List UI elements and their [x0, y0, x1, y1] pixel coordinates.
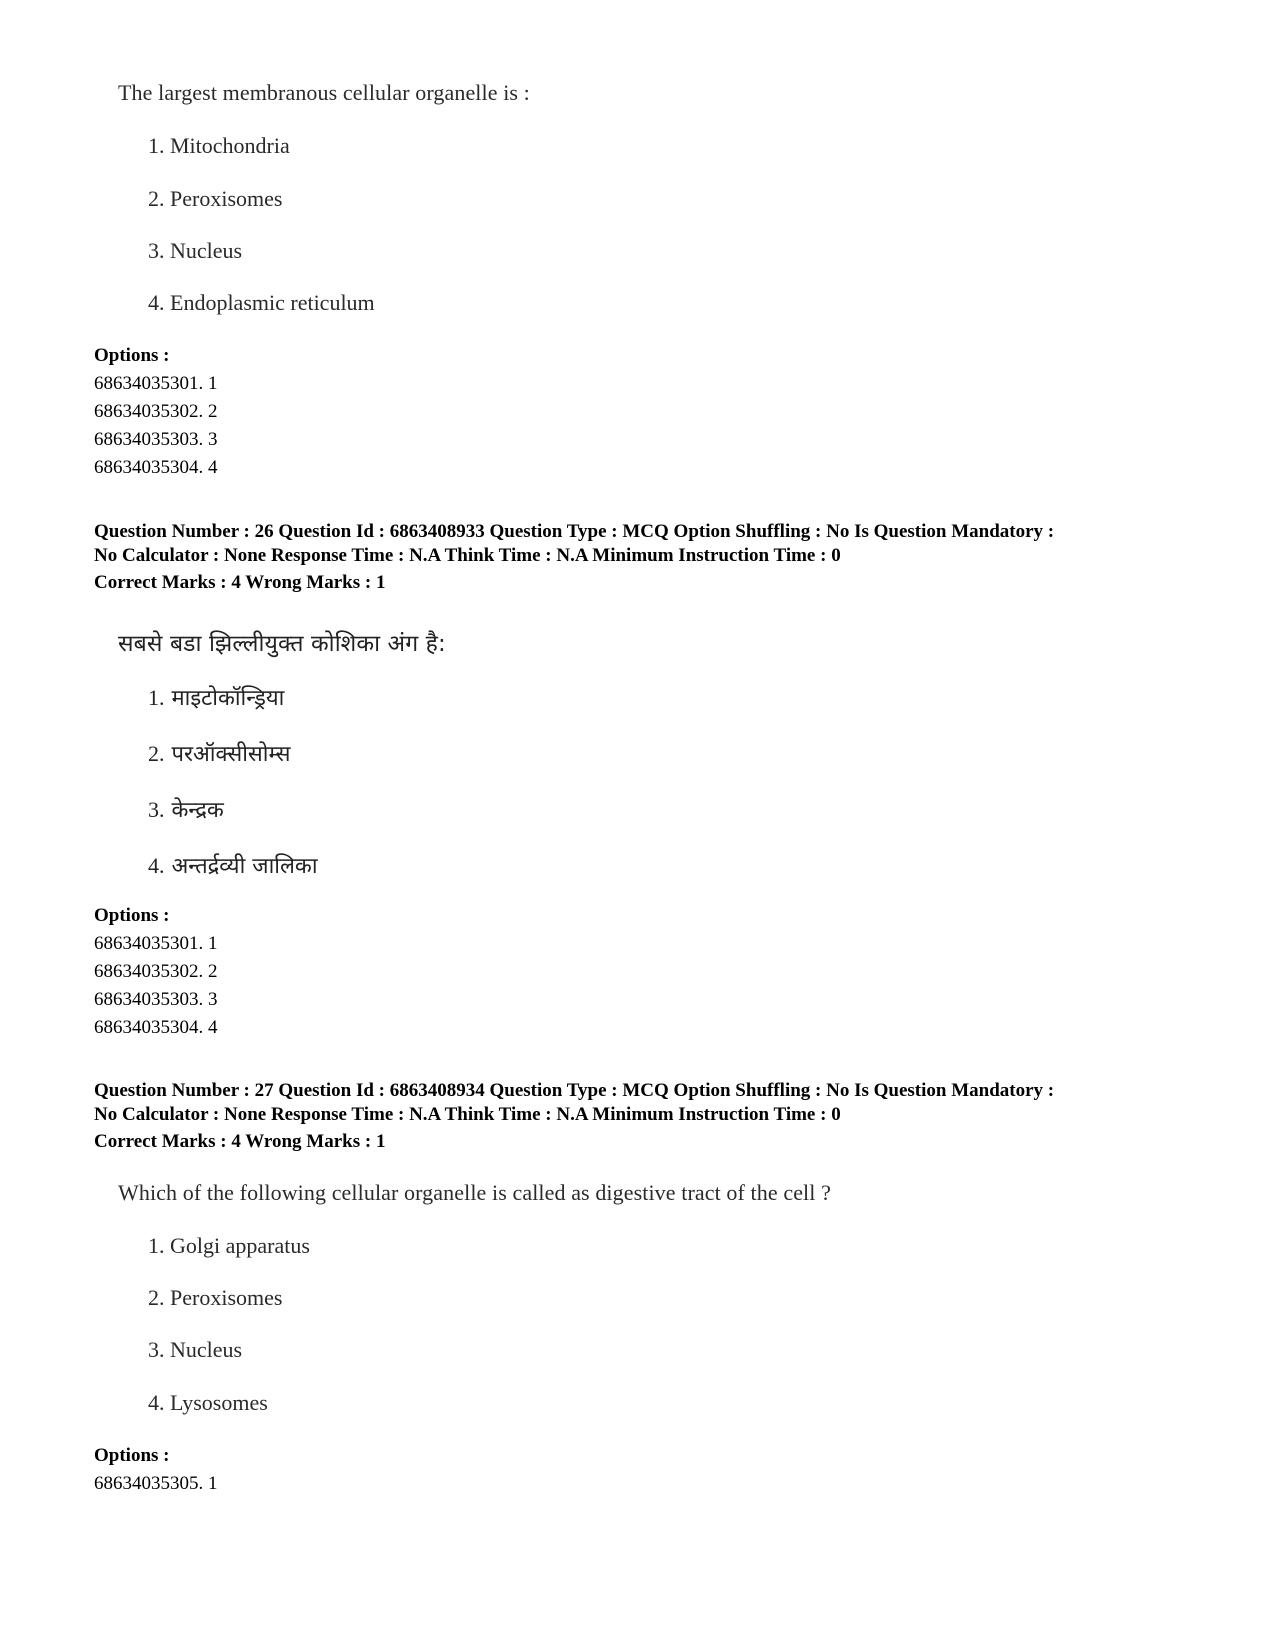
choice-3: 3. केन्द्रक — [148, 797, 224, 823]
choice-4: 4. अन्तर्द्रव्यी जालिका — [148, 853, 318, 879]
question-text: सबसे बडा झिल्लीयुक्त कोशिका अंग है: — [118, 631, 446, 657]
question-meta — [94, 520, 1214, 568]
choice-4: 4. Endoplasmic reticulum — [148, 290, 375, 315]
choice-3: 3. Nucleus — [148, 1337, 243, 1362]
choice-2: 2. Peroxisomes — [148, 186, 283, 211]
option-id-line: 68634035303. 3 — [94, 429, 218, 450]
options-heading: Options : — [94, 905, 170, 926]
question-meta — [94, 1079, 1214, 1127]
question-meta-line: Question Number : 27 Question Id : 6863408934 Question Type : MCQ Option Shuffling : No Is Question Mandatory : — [94, 1080, 1055, 1101]
question-meta-line: Question Number : 26 Question Id : 6863408933 Question Type : MCQ Option Shuffling : No Is Question Mandatory : — [94, 521, 1055, 542]
option-id-line: 68634035304. 4 — [94, 1017, 218, 1038]
choice-1: 1. Mitochondria — [148, 133, 290, 158]
option-id-line: 68634035302. 2 — [94, 401, 218, 422]
options-heading: Options : — [94, 1445, 170, 1466]
choice-1: 1. Golgi apparatus — [148, 1233, 310, 1258]
question-marks: Correct Marks : 4 Wrong Marks : 1 — [94, 572, 386, 593]
choice-4: 4. Lysosomes — [148, 1390, 268, 1415]
choice-1: 1. माइटोकॉन्ड्रिया — [148, 685, 285, 711]
choice-3: 3. Nucleus — [148, 238, 243, 263]
option-id-line: 68634035301. 1 — [94, 933, 218, 954]
options-heading: Options : — [94, 345, 170, 366]
question-marks: Correct Marks : 4 Wrong Marks : 1 — [94, 1131, 386, 1152]
question-meta-line: No Calculator : None Response Time : N.A Think Time : N.A Minimum Instruction Time : 0 — [94, 545, 841, 566]
option-id-line: 68634035303. 3 — [94, 989, 218, 1010]
choice-2: 2. Peroxisomes — [148, 1285, 283, 1310]
choice-2: 2. परऑक्सीसोम्स — [148, 741, 291, 767]
question-text: Which of the following cellular organelle is called as digestive tract of the cell ? — [118, 1180, 831, 1205]
question-text: The largest membranous cellular organelle is : — [118, 80, 530, 105]
option-id-line: 68634035305. 1 — [94, 1473, 218, 1494]
question-meta-line: No Calculator : None Response Time : N.A Think Time : N.A Minimum Instruction Time : 0 — [94, 1104, 841, 1125]
option-id-line: 68634035304. 4 — [94, 457, 218, 478]
option-id-line: 68634035301. 1 — [94, 373, 218, 394]
option-id-line: 68634035302. 2 — [94, 961, 218, 982]
